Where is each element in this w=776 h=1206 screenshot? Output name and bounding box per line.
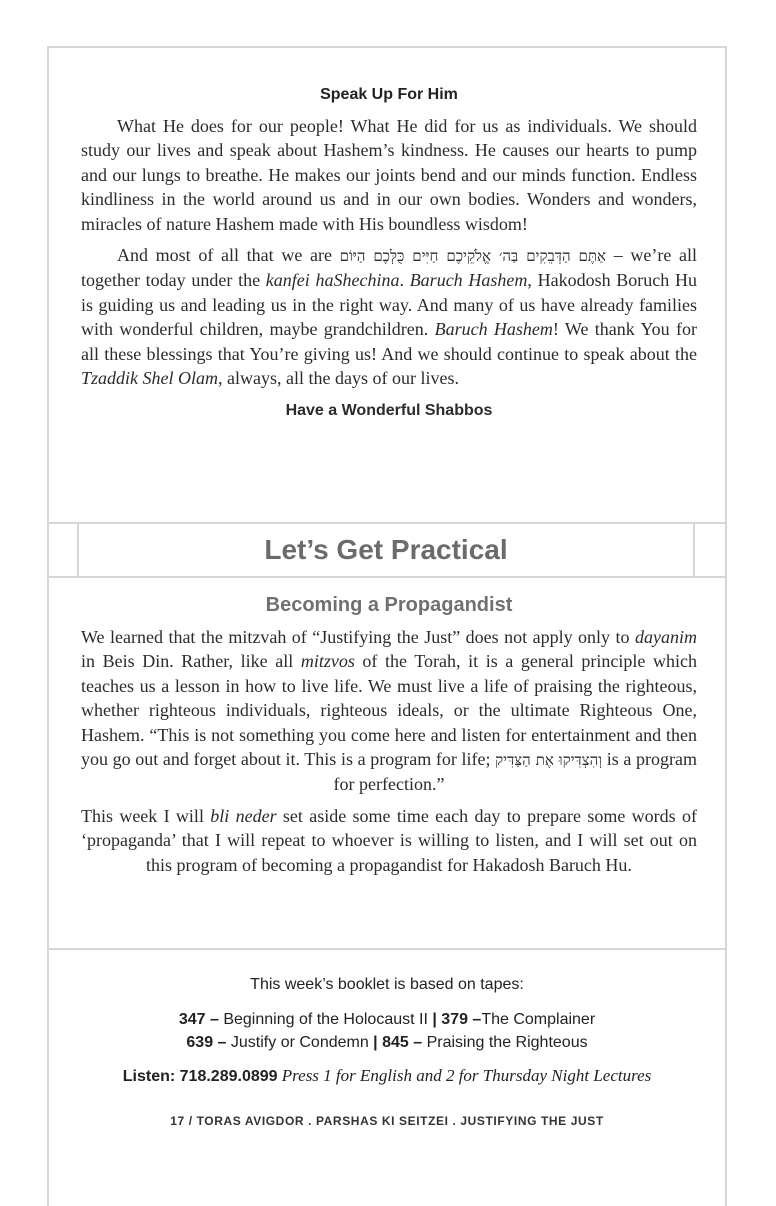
italic-term: bli neder — [210, 805, 277, 826]
tape-title: Justify or Condemn — [226, 1034, 369, 1051]
tape-number: 379 – — [441, 1011, 482, 1028]
paragraph-text: What He does for our people! What He did for us as individuals. We should study our lives and speak about Hashem’s kindness. He causes our hearts to pump and our lungs to breathe. He makes our joints bend and our minds function. Endless kindliness in the world around us and in our own bodies. Wonders and wonders, miracles of nature Hashem made with His boundless wisdom! — [81, 116, 697, 234]
divider — [47, 948, 727, 950]
tape-number: 639 – — [186, 1034, 227, 1051]
paragraph-text: is a program for perfection.” — [333, 749, 698, 795]
speak-up-section — [81, 86, 697, 420]
paragraph-text: This week I will — [81, 805, 211, 826]
band-title: Let’s Get Practical — [264, 534, 508, 565]
paragraph-text: , always, all the days of our lives. — [218, 368, 459, 389]
italic-term: Baruch Hashem — [409, 270, 528, 291]
paragraph — [81, 114, 697, 236]
italic-term: mitzvos — [300, 651, 355, 672]
closing-line: Have a Wonderful Shabbos — [285, 402, 493, 420]
italic-term: dayanim — [635, 627, 697, 647]
tape-number: 845 – — [382, 1034, 423, 1051]
paragraph-text: . — [399, 270, 410, 291]
separator: | — [368, 1034, 383, 1051]
page-footer: 17 / TORAS AVIGDOR . PARSHAS KI SEITZEI . JUSTIFYING THE JUST — [170, 1114, 604, 1128]
paragraph — [81, 625, 697, 797]
tapes-line — [49, 1031, 725, 1054]
practical-section — [81, 594, 697, 884]
paragraph-text: of the Torah, it is a general principle which teaches us a lesson in how to live life. We must live a life of praising the righteous, whether righteous individuals, righteous ideals, or the ultimate Righteous One, Hashem. “This is not something you come here and listen for entertainment and then you go out and forget about it. This is a program for life; — [81, 651, 697, 770]
paragraph-text: – we’re all together today under the — [81, 245, 698, 291]
tape-title: The Complainer — [481, 1011, 596, 1028]
italic-term: Baruch Hashem — [434, 319, 553, 340]
tape-title: Praising the Righteous — [422, 1034, 588, 1051]
italic-term: kanfei haShechina — [265, 270, 400, 291]
listen-number: Listen: 718.289.0899 — [122, 1068, 278, 1085]
practical-band — [47, 522, 727, 578]
hebrew-quote: וְהִצְדִּיקוּ אֶת הַצַּדִּיק — [495, 751, 603, 770]
separator: | — [427, 1011, 442, 1028]
based-on-label: This week’s booklet is based on tapes: — [250, 976, 524, 993]
hebrew-quote: אַתֶּם הַדְּבֵקִים בַּה׳ אֱלֹקֵיכֶם חַיִּים כֻּלְּכֶם הַיּוֹם — [339, 247, 607, 266]
listen-line — [49, 1066, 725, 1086]
section-heading: Speak Up For Him — [320, 86, 458, 103]
paragraph-text: set aside some time each day to prepare some words of ‘propaganda’ that I will repeat to whoever is willing to listen, and I will set out on this program of becoming a propagandist for Hakadosh Baruch Hu. — [81, 805, 697, 875]
paragraph — [81, 804, 697, 877]
paragraph-text: in Beis Din. Rather, like all — [81, 651, 301, 672]
paragraph-text: ! We thank You for all these blessings that You’re giving us! And we should continue to speak about the — [81, 319, 697, 364]
tapes-section — [49, 976, 725, 1128]
tapes-line — [49, 1008, 725, 1031]
paragraph-text: , Hakodosh Boruch Hu is guiding us and leading us in the right way. And many of us have already families with wonderful children, maybe grandchildren. — [81, 270, 698, 340]
paragraph — [81, 243, 697, 390]
tapes-list — [49, 1008, 725, 1054]
listen-instructions: Press 1 for English and 2 for Thursday Night Lectures — [277, 1066, 652, 1085]
practical-band-inner — [77, 524, 695, 576]
paragraph-text: We learned that the mitzvah of “Justifying the Just” does not apply only to — [81, 627, 635, 647]
paragraph-text: And most of all that we are — [117, 245, 340, 266]
tape-title: Beginning of the Holocaust II — [218, 1011, 428, 1028]
page-frame — [47, 46, 727, 1206]
practical-heading: Becoming a Propagandist — [265, 594, 513, 616]
tape-number: 347 – — [178, 1011, 219, 1028]
italic-term: Tzaddik Shel Olam — [81, 368, 218, 389]
